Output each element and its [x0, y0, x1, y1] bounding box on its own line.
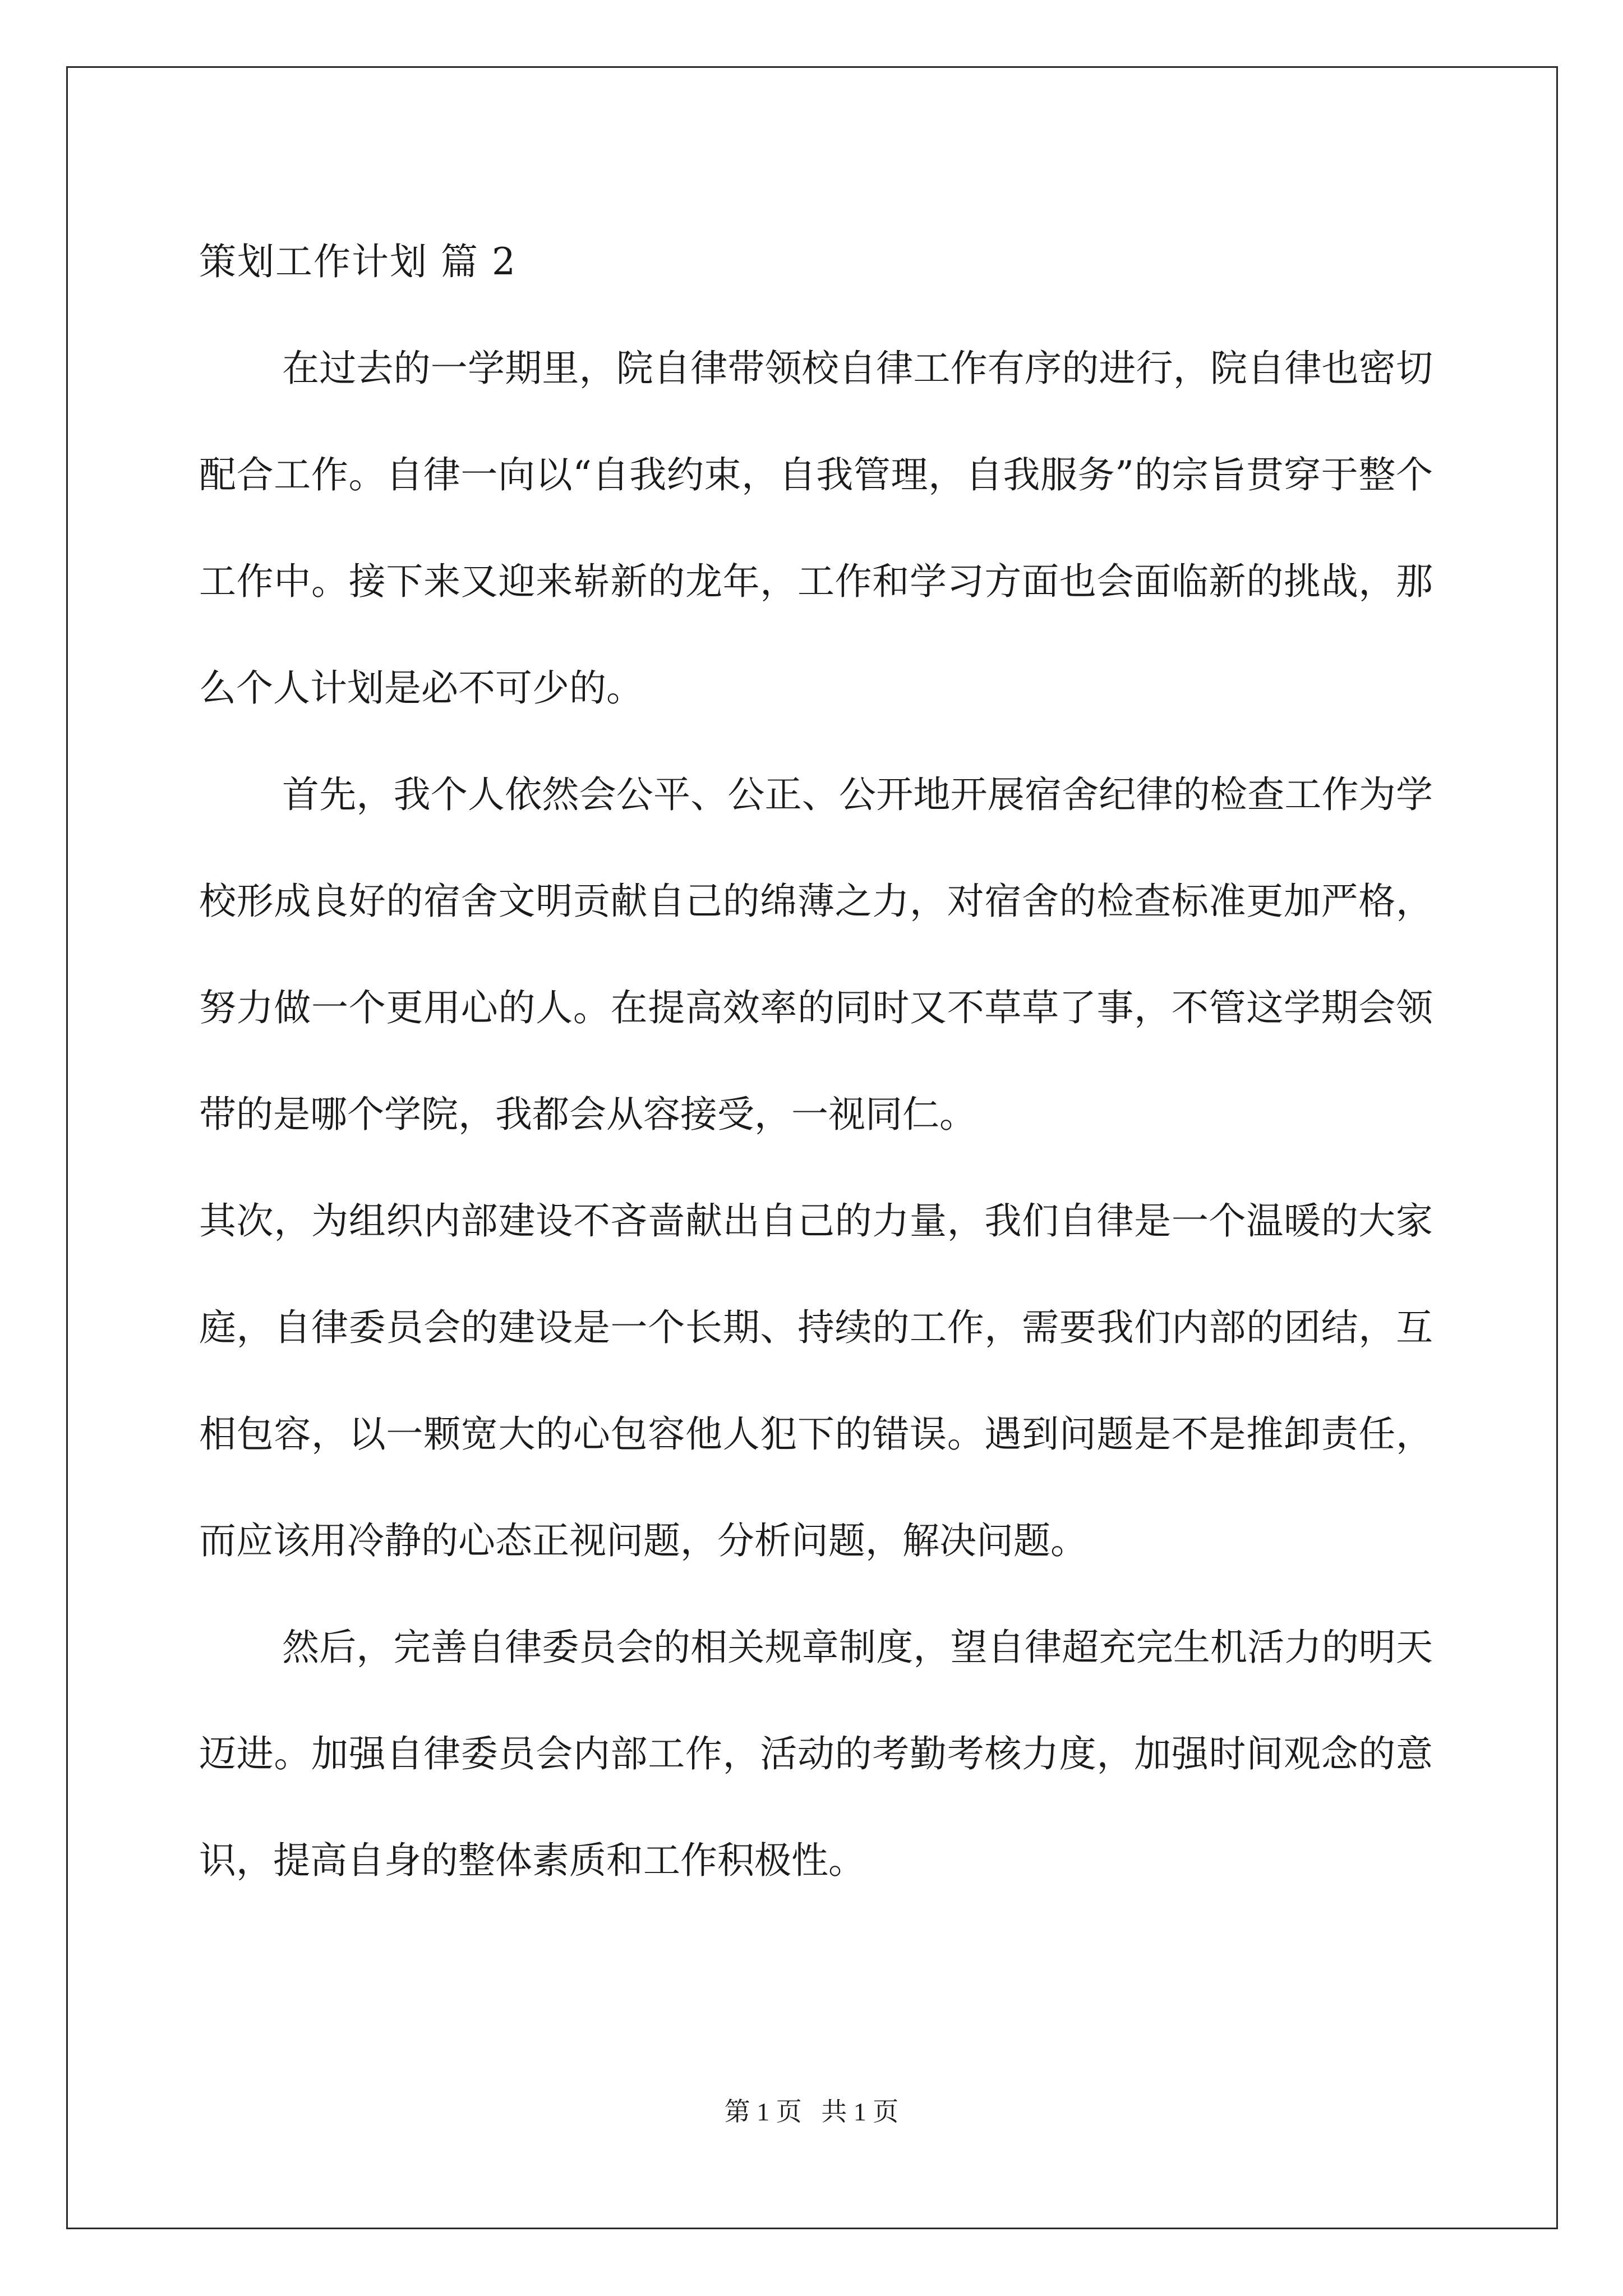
paragraph-1: 在过去的一学期里，院自律带领校自律工作有序的进行，院自律也密切配合工作。自律一向以“自我约束，自我管理，自我服务”的宗旨贯穿于整个工作中。接下来又迎来崭新的龙年，工作和学习方面也会面临新的挑战，那么个人计划是必不可少的。	[199, 347, 1433, 710]
paragraph-4: 然后，完善自律委员会的相关规章制度，望自律超充完生机活力的明天迈进。加强自律委员会内部工作，活动的考勤考核力度，加强时间观念的意识，提高自身的整体素质和工作积极性。	[199, 1626, 1433, 1882]
page-number-footer: 第 1 页 共 1 页	[724, 2097, 899, 2126]
document-body	[199, 209, 1433, 1914]
paragraph-2: 首先，我个人依然会公平、公正、公开地开展宿舍纪律的检查工作为学校形成良好的宿舍文明贡献自己的绵薄之力，对宿舍的检查标准更加严格，努力做一个更用心的人。在提高效率的同时又不草草了事，不管这学期会领带的是哪个学院，我都会从容接受，一视同仁。	[199, 773, 1433, 1136]
paragraph-3: 其次，为组织内部建设不吝啬献出自己的力量，我们自律是一个温暖的大家庭，自律委员会的建设是一个长期、持续的工作，需要我们内部的团结，互相包容，以一颗宽大的心包容他人犯下的错误。遇到问题是不是推卸责任，而应该用冷静的心态正视问题，分析问题，解决问题。	[199, 1199, 1433, 1562]
document-title: 策划工作计划 篇 2	[199, 240, 517, 283]
